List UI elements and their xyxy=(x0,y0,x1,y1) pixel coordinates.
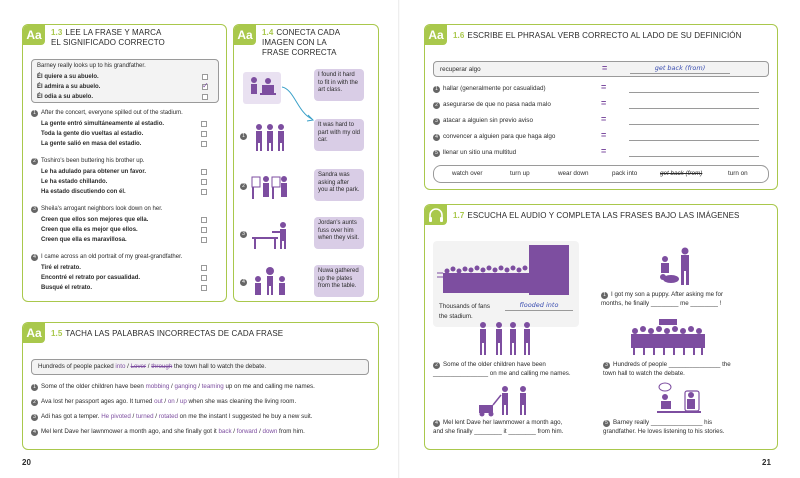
exercise-1-3 xyxy=(22,24,227,302)
vocabulary-badge: Aa xyxy=(425,25,447,45)
definition: 1 hallar (generalmente por casualidad) xyxy=(433,85,546,93)
option: Creen que ella es mejor que ellos. xyxy=(41,227,138,233)
audio-sentence: grandfather. He loves listening to his stories. xyxy=(603,428,725,435)
sentence-bubble[interactable]: Sandra was asking after you at the park. xyxy=(314,169,364,201)
equals-sign: = xyxy=(601,130,607,140)
word-option[interactable]: forward xyxy=(236,428,258,435)
audio-sentence: 1 I got my son a puppy. After asking me for xyxy=(601,291,723,300)
word-bank xyxy=(433,165,769,183)
checkbox[interactable] xyxy=(202,94,208,100)
word-option[interactable]: out xyxy=(154,398,163,405)
answer-field[interactable] xyxy=(629,140,759,141)
example-answer: flooded into xyxy=(519,301,559,309)
word-option[interactable]: rotated xyxy=(158,413,178,420)
word-option[interactable]: down xyxy=(262,428,278,435)
checkbox[interactable] xyxy=(201,141,207,147)
word-option[interactable]: teaming xyxy=(201,383,224,390)
option: Busqué el retrato. xyxy=(41,285,93,291)
question: 4 I came across an old portrait of my great-grandfather. xyxy=(31,254,182,262)
equals-sign: = xyxy=(601,146,607,156)
example-option: Él odia a su abuelo. xyxy=(37,94,94,100)
exercise-title: 1.6 ESCRIBE EL PHRASAL VERB CORRECTO AL LADO DE SU DEFINICIÓN xyxy=(453,31,742,40)
equals-sign: = xyxy=(601,82,607,92)
word-option[interactable]: mobbing xyxy=(145,383,170,390)
word-bank-item[interactable]: turn on xyxy=(728,170,748,177)
option: Creen que ellos son mejores que ella. xyxy=(41,217,149,223)
audio-sentence: town hall to watch the debate. xyxy=(603,370,685,377)
exercise-title: 1.7 ESCUCHA EL AUDIO Y COMPLETA LAS FRASES BAJO LAS IMÁGENES xyxy=(453,211,740,220)
option: Ha estado discutiendo con él. xyxy=(41,189,126,195)
audio-sentence: 2 Some of the older children have been xyxy=(433,361,546,370)
check-mark-icon: ✓ xyxy=(202,81,209,90)
picture-number: 4 xyxy=(240,279,247,286)
checkbox[interactable] xyxy=(202,74,208,80)
example-caption: the stadium. xyxy=(439,313,473,320)
word-bank-item[interactable]: pack into xyxy=(612,170,638,177)
example-box xyxy=(31,59,219,103)
page-number: 20 xyxy=(22,458,31,467)
word-option[interactable]: He pivoted xyxy=(101,413,131,420)
vocabulary-badge: Aa xyxy=(23,323,45,343)
equals-sign: = xyxy=(601,114,607,124)
word-bank-item[interactable]: turn up xyxy=(510,170,530,177)
example-sentence: Hundreds of people packed into / Lover / through the town hall to watch the debate. xyxy=(38,363,267,370)
answer-field[interactable] xyxy=(629,156,759,157)
question: 2 Toshiro's been buttering his brother up. xyxy=(31,158,145,166)
exercise-1-5 xyxy=(22,322,379,450)
option: Le ha adulado para obtener un favor. xyxy=(41,169,147,175)
children-teaming-up-picture xyxy=(477,319,533,359)
exercise-title: 1.5 TACHA LAS PALABRAS INCORRECTAS DE CADA FRASE xyxy=(51,329,284,338)
audio-sentence: 4 Mel lent Dave her lawnmower a month ago, xyxy=(433,419,562,428)
word-option[interactable]: on xyxy=(167,398,175,405)
audio-sentence: and she finally ________ it ________ from him. xyxy=(433,428,564,435)
picture-number: 2 xyxy=(240,183,247,190)
checkbox[interactable] xyxy=(201,265,207,271)
answer-field[interactable] xyxy=(629,108,759,109)
example-box xyxy=(31,359,369,375)
audio-sentence: ________________ on me and calling me names. xyxy=(433,370,571,377)
example-caption: Thousands of fans xyxy=(439,303,490,310)
checkbox[interactable] xyxy=(201,285,207,291)
exercise-1-6 xyxy=(424,24,778,190)
word-bank-item-used[interactable]: get back (from) xyxy=(660,170,703,177)
checkbox[interactable] xyxy=(201,169,207,175)
exercise-title: 1.4 CONECTA CADA IMAGEN CON LA FRASE CORRECTA xyxy=(262,28,341,57)
picture-number: 3 xyxy=(240,231,247,238)
word-option[interactable]: back xyxy=(218,428,232,435)
town-hall-crowd-picture xyxy=(629,317,709,357)
exercise-title: 1.3 LEE LA FRASE Y MARCA EL SIGNIFICADO CORRECTO xyxy=(51,28,165,47)
sentence-bubble[interactable]: I found it hard to fit in with the art class. xyxy=(314,69,364,101)
connector-arrow-icon xyxy=(280,85,316,125)
vocabulary-badge: Aa xyxy=(234,25,256,45)
word-option[interactable]: up xyxy=(179,398,187,405)
lawnmower-picture xyxy=(477,383,537,417)
sentence: 4 Mel lent Dave her lawnmower a month ago, and she finally got it back / forward / down from him. xyxy=(31,428,305,436)
picture-3 xyxy=(250,219,290,253)
sentence-bubble[interactable]: Jordan's aunts fuss over him when they visit. xyxy=(314,217,364,249)
checkbox[interactable] xyxy=(201,275,207,281)
exercise-1-4 xyxy=(233,24,379,302)
checkbox[interactable] xyxy=(201,131,207,137)
option: La gente entró simultáneamente al estadio. xyxy=(41,121,165,127)
question: 3 Sheila's arrogant neighbors look down on her. xyxy=(31,206,163,214)
sentence: 1 Some of the older children have been mobbing / ganging / teaming up on me and calling me names. xyxy=(31,383,315,391)
word-bank-item[interactable]: watch over xyxy=(452,170,483,177)
audio-sentence: 5 Barney really _______________ his xyxy=(603,419,712,428)
word-bank-item[interactable]: wear down xyxy=(558,170,589,177)
picture-2 xyxy=(250,171,290,205)
audio-sentence: 3 Hundreds of people _______________ the xyxy=(603,361,731,370)
example-option: Él admira a su abuelo. xyxy=(37,84,101,90)
checkbox[interactable] xyxy=(201,217,207,223)
stadium-crowd-picture xyxy=(437,243,575,297)
question: 1 After the concert, everyone spilled out of the stadium. xyxy=(31,110,183,118)
example-box xyxy=(433,241,579,327)
page-number: 21 xyxy=(762,458,771,467)
checkbox[interactable] xyxy=(201,237,207,243)
option: La gente salió en masa del estadio. xyxy=(41,141,142,147)
exercise-1-7 xyxy=(424,204,778,450)
answer-field[interactable] xyxy=(629,124,759,125)
answer-field[interactable] xyxy=(629,92,759,93)
audio-sentence: months, he finally ________ me ________ ! xyxy=(601,300,722,307)
sentence-bubble[interactable]: Nuwa gathered up the plates from the table. xyxy=(314,265,364,297)
answer-line xyxy=(630,73,730,74)
option: Le ha estado chillando. xyxy=(41,179,108,185)
checkbox[interactable] xyxy=(201,227,207,233)
checkbox[interactable] xyxy=(201,121,207,127)
example-box xyxy=(433,61,769,77)
man-and-puppy-picture xyxy=(651,245,701,289)
example-prompt: Barney really looks up to his grandfather. xyxy=(37,63,146,69)
picture-example xyxy=(242,71,282,105)
grandfather-story-picture xyxy=(651,381,707,417)
definition: 5 llenar un sitio una multitud xyxy=(433,149,516,157)
option: Creen que ella es maravillosa. xyxy=(41,237,127,243)
sentence: 3 Adi has got a temper. He pivoted / turned / rotated on me the instant I suggested he buy a new suit. xyxy=(31,413,312,421)
option: Toda la gente dio vueltas al estadio. xyxy=(41,131,144,137)
definition: 4 convencer a alguien para que haga algo xyxy=(433,133,555,141)
sentence-bubble[interactable]: It was hard to part with my old car. xyxy=(314,119,364,151)
definition: 3 atacar a alguien sin previo aviso xyxy=(433,117,533,125)
sentence: 2 Ava lost her passport ages ago. It turned out / on / up when she was cleaning the living room. xyxy=(31,398,296,406)
option: Tiré el retrato. xyxy=(41,265,81,271)
picture-4 xyxy=(250,265,290,299)
example-option: Él quiere a su abuelo. xyxy=(37,74,99,80)
vocabulary-badge: Aa xyxy=(23,25,45,45)
right-page xyxy=(400,0,800,478)
checkbox[interactable] xyxy=(201,179,207,185)
option: Encontré el retrato por casualidad. xyxy=(41,275,141,281)
picture-1 xyxy=(250,121,290,155)
equals-sign: = xyxy=(601,98,607,108)
headphones-icon[interactable] xyxy=(425,205,447,225)
definition: 2 asegurarse de que no pasa nada malo xyxy=(433,101,551,109)
checkbox[interactable] xyxy=(201,189,207,195)
example-answer: get back (from) xyxy=(654,64,706,72)
example-definition: recuperar algo xyxy=(440,66,481,73)
answer-line xyxy=(505,310,573,311)
word-option[interactable]: turned xyxy=(135,413,154,420)
word-option[interactable]: ganging xyxy=(174,383,197,390)
picture-number: 1 xyxy=(240,133,247,140)
equals-sign: = xyxy=(602,63,608,73)
